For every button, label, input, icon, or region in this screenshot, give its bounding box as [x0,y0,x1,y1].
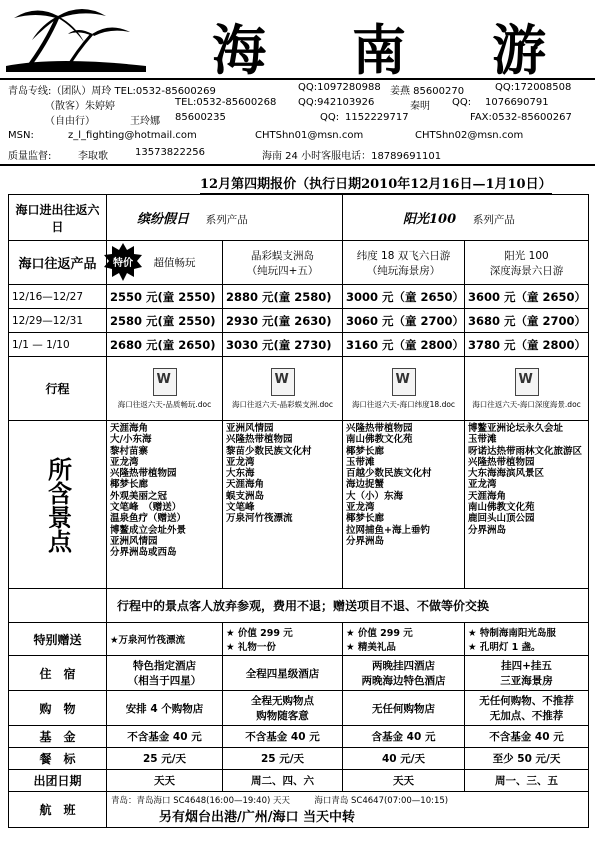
shop-cell [223,691,343,726]
hotel-line: 两晚海边特色酒店 [361,675,446,687]
quality-tel: 13573822256 [135,147,205,158]
depart-cell: 周一、三、五 [465,770,589,792]
itinerary-doc[interactable] [465,357,589,421]
depart-cell: 天天 [107,770,223,792]
spot-item: 亚龙湾 [110,456,139,468]
price-cell: 2880 元(童 2580) [223,285,343,309]
spot-item: 兴隆热带植物园 [468,456,535,468]
shop-line: 无任何购物、不推荐 [479,695,574,707]
gift-item: ★ 精美礼品 [346,642,396,653]
spot-item: 分界洲岛 [468,524,507,536]
price-cell: 3780 元（童 2800） [465,333,589,357]
spot-item: 天涯海角 [468,490,507,502]
spot-item: 玉带滩 [468,434,497,446]
gift-item: ★ 孔明灯 1 盏。 [468,642,541,653]
hotel-line: （相当于四星） [127,675,202,687]
price-cell: 2930 元(童 2630) [223,309,343,333]
spot-item: 大东海 [226,468,255,480]
itinerary-doc[interactable] [107,357,223,421]
badge-text: 特价 [113,258,133,269]
spot-item: 玉带滩 [346,456,375,468]
contact-qq: QQ:172008508 [495,82,572,93]
spots-list [107,421,223,589]
notice-empty [9,589,107,623]
series-label: 系列产品 [205,214,248,226]
meal-cell: 25 元/天 [107,748,223,770]
product-line: （纯玩海景房） [366,264,441,277]
quality-label: 质量监督: [8,151,52,162]
spots-list [343,421,465,589]
header [0,0,595,82]
msn-link[interactable]: CHTShn01@msn.com [255,130,364,141]
spot-item: 亚洲风情园 [226,423,274,434]
series-label: 系列产品 [472,214,515,226]
gift-item: ★ 特制海南阳光岛服 [468,628,556,639]
spot-item: 博鳌成立会址外景 [110,524,187,536]
itinerary-doc[interactable] [343,357,465,421]
spot-item: 亚龙湾 [226,456,255,468]
spot-item: 椰梦长廊 [346,513,385,525]
spot-item: 椰梦长廊 [346,445,385,457]
spot-item: 温泉鱼疗（赠送） [110,513,187,525]
date-cell: 12/16—12/27 [9,285,107,309]
price-cell: 3160 元（童 2800） [343,333,465,357]
price-cell: 2580 元(童 2550) [107,309,223,333]
hotel-line: 挂四+挂五 [501,660,552,672]
spot-item: 呀诺达热带雨林文化旅游区 [468,445,583,457]
spot-item: 文笔峰 [226,502,255,514]
spot-item: 鹿回头山顶公园 [468,513,535,525]
contact-name: 秦明 [410,101,430,112]
spot-item: 天涯海角 [226,479,265,491]
fund-cell: 含基金 40 元 [343,726,465,748]
spot-item: 蜈支洲岛 [226,490,265,502]
gift-item: ★万泉河竹筏漂流 [110,635,186,646]
divider [0,78,595,80]
contact-tel: 85600235 [175,112,226,123]
contact-qq: QQ: [452,97,472,108]
contact-free: （自由行） [45,116,95,127]
shop-cell [107,691,223,726]
series-cell [107,195,343,241]
spot-item: 亚龙湾 [346,502,375,514]
spot-item: 亚龙湾 [468,479,497,491]
spot-item: 万泉河竹筏漂流 [226,513,293,525]
spots-list [223,421,343,589]
gift-cell [107,623,223,656]
shop-line: 无加点、不推荐 [489,710,564,722]
product-name [465,241,589,285]
depart-label: 出团日期 [9,770,107,792]
shop-cell [465,691,589,726]
price-cell: 3060 元（童 2700） [343,309,465,333]
spots-label-cell [9,421,107,589]
shop-label: 购 物 [9,691,107,726]
doc-filename[interactable]: 海口往返六天-海口纬度18.doc [351,400,456,409]
product-line: 晶彩蜈支洲岛 [251,249,314,262]
meal-label: 餐 标 [9,748,107,770]
spot-item: 兴隆热带植物园 [346,423,413,434]
price-cell: 3600 元（童 2650） [465,285,589,309]
price-row [9,285,589,309]
quality-name: 李取歌 [78,151,108,162]
spot-item: 黎苗少数民族文化村 [226,445,312,457]
contact-qq: 1076690791 [485,97,549,108]
contact-fax: FAX:0532-85600267 [470,112,572,123]
spot-item: 博鳌亚洲论坛永久会址 [468,423,564,434]
gift-cell [343,623,465,656]
depart-cell: 天天 [343,770,465,792]
gift-item: ★ 礼物一份 [226,642,276,653]
product-header: 海口往返产品 [9,241,107,285]
word-doc-icon[interactable] [392,368,416,396]
itinerary-doc[interactable] [223,357,343,421]
palm-tree-icon [6,4,146,72]
price-cell: 3000 元（童 2650） [343,285,465,309]
shop-cell [343,691,465,726]
fund-cell: 不含基金 40 元 [223,726,343,748]
gift-cell [465,623,589,656]
doc-filename[interactable]: 海口往返六天-品质畅玩.doc [117,400,212,409]
doc-filename[interactable]: 海口往返六天-海口深度海景.doc [472,400,581,409]
contact-name: 姜燕 85600270 [390,86,465,97]
hotel-cell [223,656,343,691]
spots-list [465,421,589,589]
logo-1: 缤纷假日 [137,212,190,227]
contact-tel: TEL:0532-85600268 [175,97,277,108]
product-line: 超值畅玩 [153,257,196,269]
spot-item: 椰梦长廊 [110,479,149,491]
product-line: （纯玩四+五） [246,264,319,277]
spot-item: 兴隆热带植物园 [226,434,293,446]
contact-name: 王玲娜 [130,116,160,127]
itinerary-label: 行程 [9,357,107,421]
logo-2: 阳光100 [403,212,457,227]
spot-item: 天涯海角 [110,423,149,434]
page-title [185,8,575,85]
gift-item: ★ 价值 299 元 [226,628,293,639]
hotel-line: 三亚海景房 [500,675,553,687]
spot-item: 海边捉蟹 [346,479,385,491]
spot-item: 南山佛教文化苑 [468,502,535,514]
date-cell: 1/1 — 1/10 [9,333,107,357]
meal-cell: 40 元/天 [343,748,465,770]
word-doc-icon[interactable] [515,368,539,396]
msn-link[interactable]: z_l_fighting@hotmail.com [68,130,197,141]
spot-item: 亚洲风情园 [110,535,158,547]
fund-cell: 不含基金 40 元 [465,726,589,748]
gift-item: ★ 价值 299 元 [346,628,413,639]
price-row [9,309,589,333]
price-cell: 2550 元(童 2550) [107,285,223,309]
title-char: 海 [212,18,268,82]
shop-line: 安排 4 个购物店 [125,702,204,715]
hotline: 海南 24 小时客服电话：18789691101 [262,151,442,162]
price-cell: 3030 元(童 2730) [223,333,343,357]
doc-filename[interactable]: 海口往返六天-晶彩蜈支洲.doc [231,400,334,409]
product-line: 阳光 100 [504,249,549,262]
contact-qq: QQ:1097280988 [298,82,381,93]
price-cell: 3680 元（童 2700） [465,309,589,333]
price-row [9,333,589,357]
msn-link[interactable]: CHTShn02@msn.com [415,130,524,141]
spot-item: 兴隆热带植物园 [110,468,177,480]
title-char: 游 [492,18,548,82]
corner-header: 海口进出往返六日 [9,195,107,241]
shop-line: 无任何购物店 [372,702,435,715]
hotel-label: 住 宿 [9,656,107,691]
spot-item: 分界洲岛 [346,535,385,547]
product-line: 纬度 18 双飞六日游 [356,249,451,262]
price-table [8,194,589,828]
contact-qq: QQ:942103926 [298,97,375,108]
product-name [343,241,465,285]
flight-label: 航 班 [9,792,107,828]
spot-item: 大（小）东海 [346,490,404,502]
hotel-line: 全程四星级酒店 [245,667,320,680]
hotel-cell [343,656,465,691]
word-doc-icon[interactable] [153,368,177,396]
spot-item: 南山佛教文化苑 [346,434,413,446]
hotel-cell [465,656,589,691]
date-cell: 12/29—12/31 [9,309,107,333]
flight-cell [107,792,589,828]
notice: 行程中的景点客人放弃参观，费用不退；赠送项目不退、不做等价交换 [107,589,589,623]
hotel-line: 特色指定酒店 [133,660,196,672]
spots-label: 所含景点 [43,456,72,553]
series-cell [343,195,589,241]
hotel-line: 两晚挂四酒店 [372,660,435,672]
flight-line [111,794,585,806]
spot-item: 分界洲岛或西岛 [110,547,177,559]
special-price-badge-icon [103,242,143,282]
period-heading: 12月第四期报价（执行日期2010年12月16日—1月10日） [200,173,552,195]
product-line: 深度海景六日游 [489,264,564,277]
spot-item: 文笔峰 （赠送） [110,502,182,514]
gift-cell [223,623,343,656]
shop-line: 全程无购物点 [251,695,314,707]
spot-item: 外观美丽之冠 [110,490,168,502]
hotel-cell [107,656,223,691]
gift-label: 特别赠送 [9,623,107,656]
spot-item: 大东海海滨风景区 [468,468,545,480]
flight-out: 青岛：青岛海口 SC4648(16:00—19:40) 天天 [111,796,290,806]
contact-retail: （散客）朱婷婷 [45,101,115,112]
spot-item: 黎村苗寨 [110,445,149,457]
flight-transfer: 另有烟台出港/广州/海口 当天中转 [159,810,356,825]
flight-return: 海口青岛 SC4647(07:00—10:15) [314,796,449,806]
fund-cell: 不含基金 40 元 [107,726,223,748]
price-cell: 2680 元(童 2650) [107,333,223,357]
contact-qq: QQ: [320,112,340,123]
fund-label: 基 金 [9,726,107,748]
divider [0,164,595,166]
depart-cell: 周二、四、六 [223,770,343,792]
title-char: 南 [352,18,408,82]
contact-qq: 1152229717 [345,112,409,123]
msn-label: MSN: [8,130,34,141]
spot-item: 百越少数民族文化村 [346,468,432,480]
spot-item: 拉网捕鱼+海上垂钓 [346,524,430,536]
spot-item: 大/小东海 [110,434,152,446]
shop-line: 购物随客意 [256,710,309,722]
meal-cell: 至少 50 元/天 [465,748,589,770]
word-doc-icon[interactable] [271,368,295,396]
contact-team: 青岛专线:（团队）周玲 TEL:0532-85600269 [8,86,216,97]
meal-cell: 25 元/天 [223,748,343,770]
product-name [223,241,343,285]
